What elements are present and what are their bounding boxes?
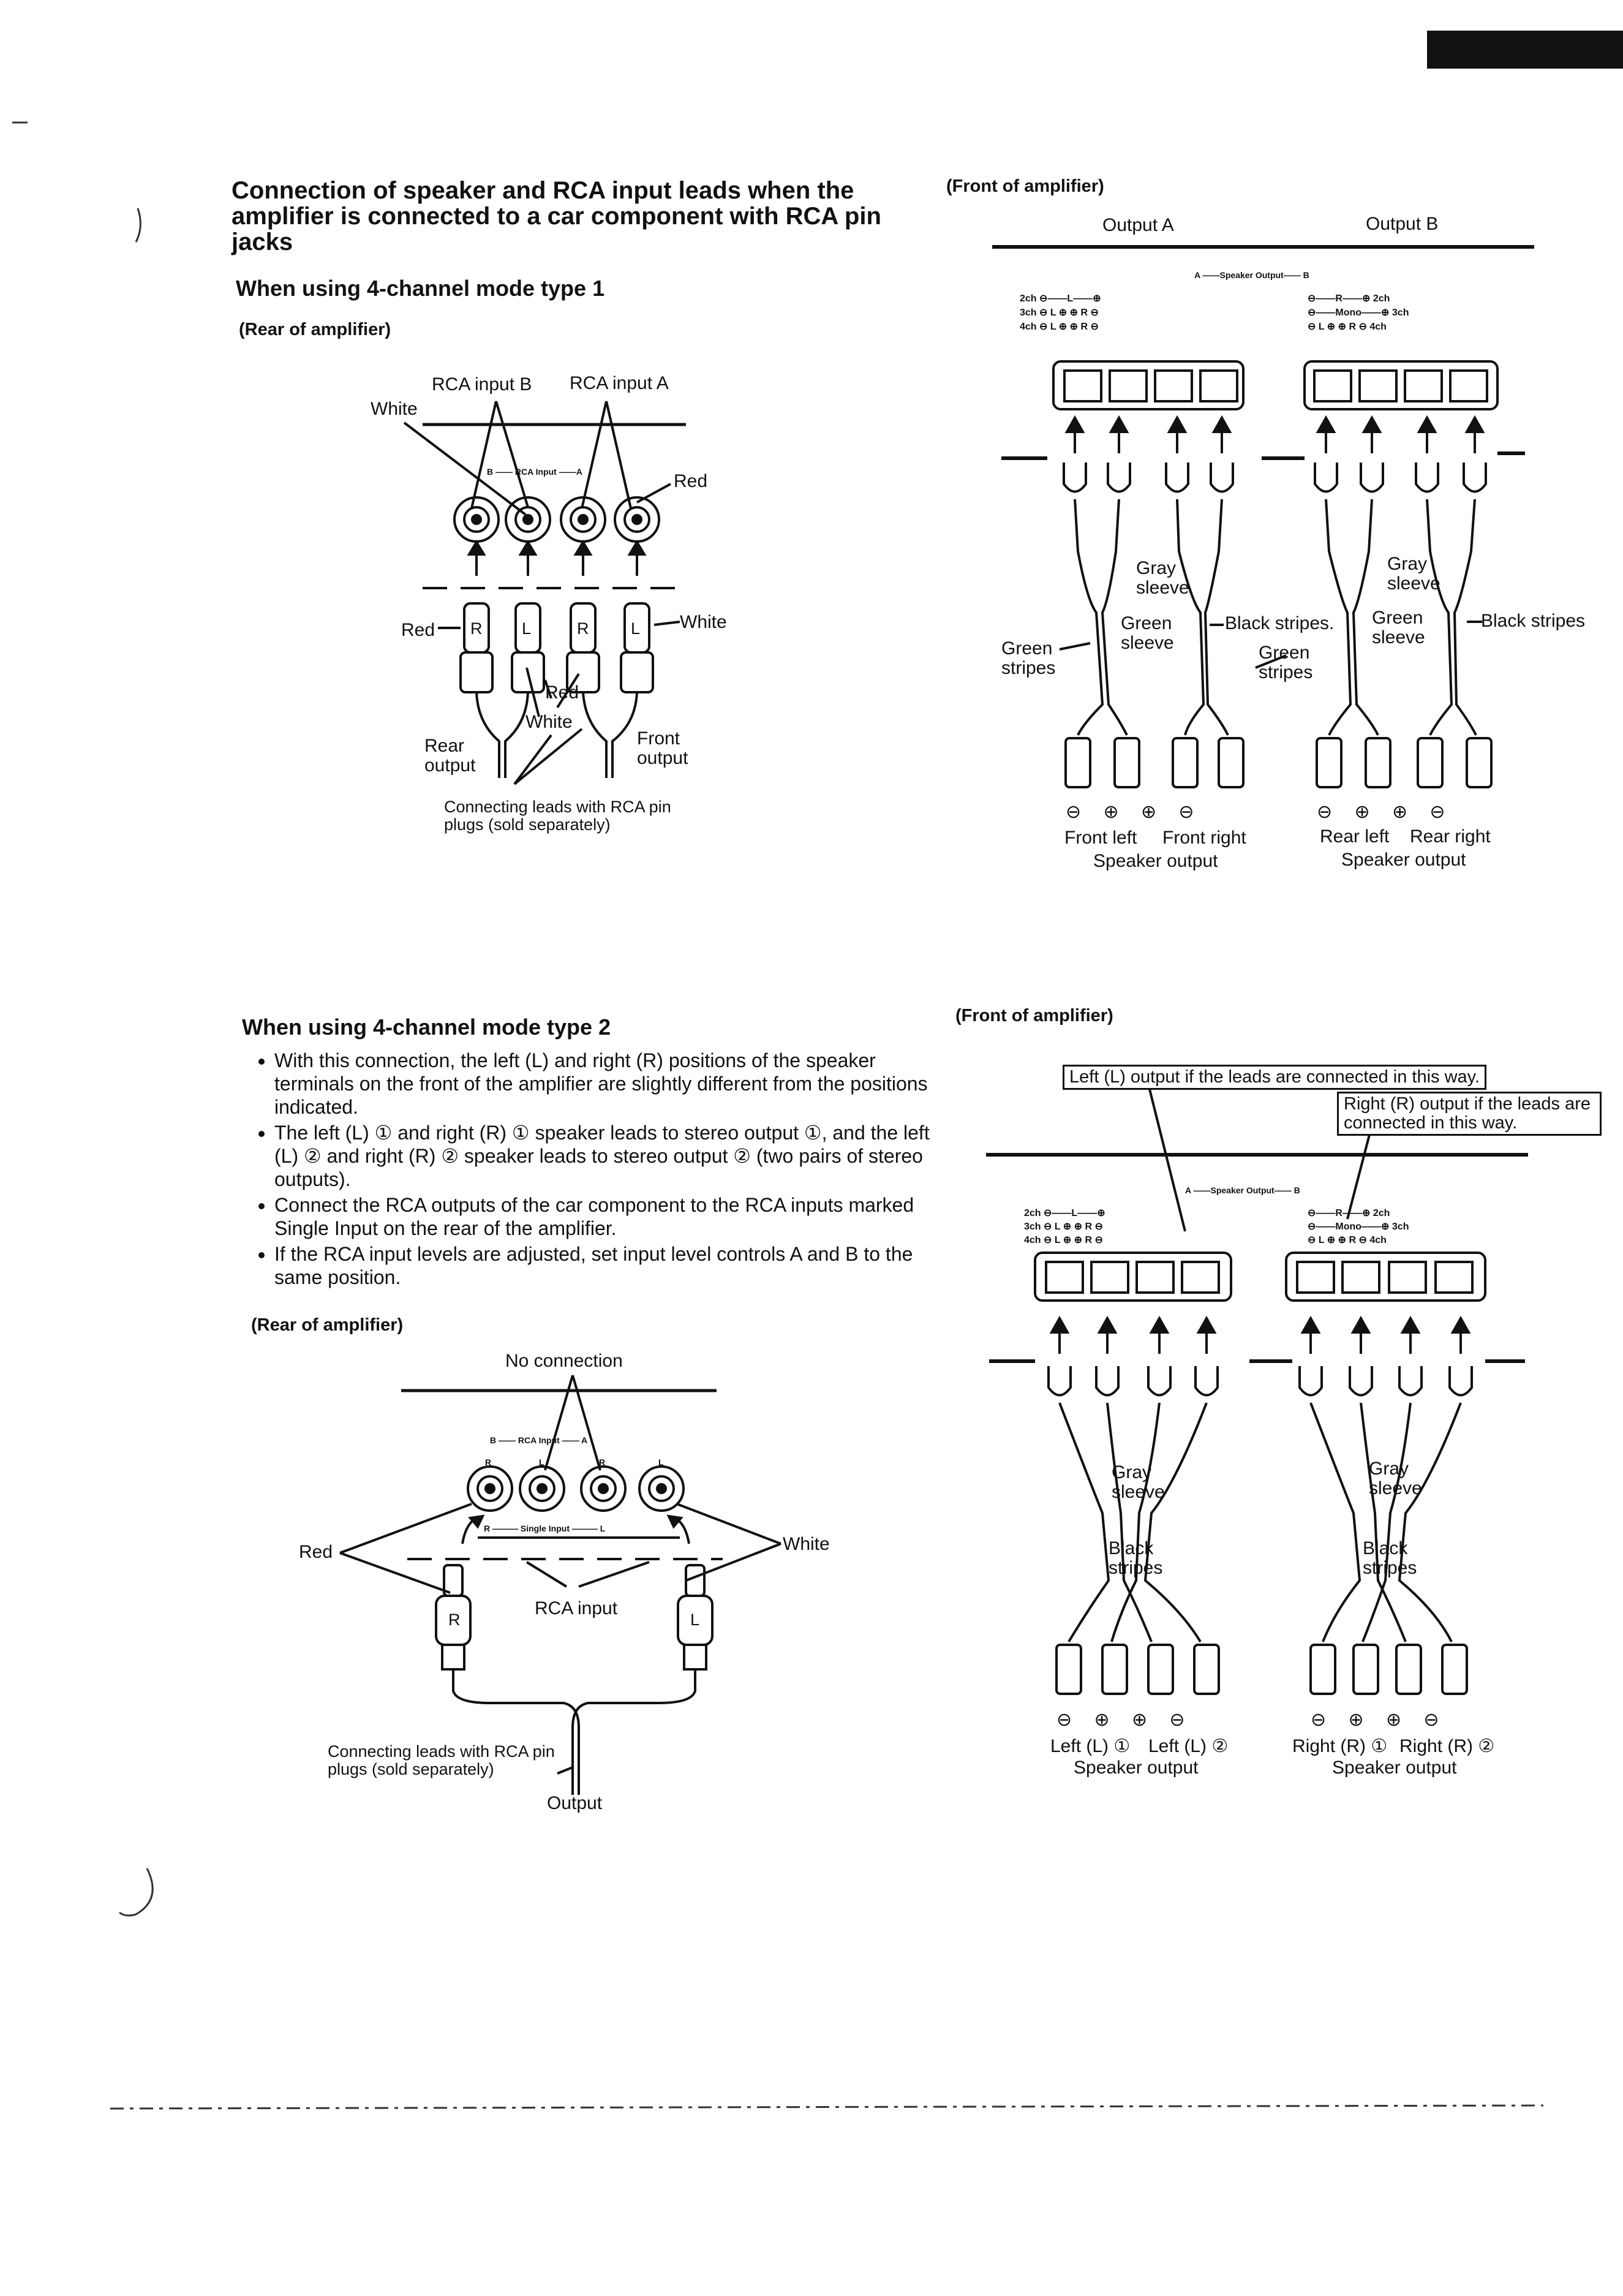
- section2-rear-label: (Rear of amplifier): [251, 1315, 404, 1335]
- red-top-label: Red: [674, 471, 708, 491]
- black-stripes-label: Black stripes: [1109, 1538, 1163, 1578]
- speaker-output-b-label: Speaker output: [1332, 1758, 1457, 1778]
- svg-text:4ch ⊖ L ⊕ ⊕ R ⊖: 4ch ⊖ L ⊕ ⊕ R ⊖: [1020, 322, 1099, 332]
- svg-text:L: L: [539, 1457, 544, 1467]
- connecting-leads-label: Connecting leads with RCA pin plugs (sold separately): [328, 1742, 555, 1778]
- black-stripes-b-label: Black stripes: [1481, 611, 1586, 631]
- polarity-left: ⊖ ⊕ ⊕ ⊖: [1066, 802, 1203, 822]
- left2-label: Left (L) ②: [1148, 1736, 1229, 1756]
- front-left-label: Front left: [1064, 828, 1137, 848]
- section1-front-label: (Front of amplifier): [946, 176, 1104, 196]
- gray-sleeve-label: Gray sleeve: [1112, 1462, 1165, 1502]
- no-connection-label: No connection: [505, 1351, 623, 1371]
- gray-sleeve-label: Gray sleeve: [1136, 558, 1189, 598]
- svg-text:R: R: [599, 1457, 606, 1467]
- black-stripes-b-label: Black stripes: [1363, 1538, 1417, 1578]
- svg-text:⊖ L ⊕ ⊕ R ⊖ 4ch: ⊖ L ⊕ ⊕ R ⊖ 4ch: [1308, 1235, 1387, 1245]
- red-mid-label: Red: [545, 682, 579, 703]
- polarity-left: ⊖ ⊕ ⊕ ⊖: [1056, 1710, 1194, 1730]
- red-label: Red: [299, 1542, 333, 1562]
- svg-text:B —— RCA Input —— A: B —— RCA Input —— A: [490, 1435, 588, 1445]
- rca-input-label: RCA input: [535, 1598, 618, 1618]
- white-mid-label: White: [525, 712, 573, 732]
- rca-input-b-label: RCA input B: [432, 374, 532, 395]
- white-right-label: White: [680, 612, 727, 632]
- section1-title: Connection of speaker and RCA input leads when the amplifier is connected to a car component with RCA pin jacks: [232, 177, 881, 255]
- section1-subtitle: When using 4-channel mode type 1: [236, 276, 605, 301]
- speaker-output-a-label: Speaker output: [1093, 851, 1218, 871]
- output-a-label: Output A: [1102, 215, 1174, 235]
- front-output-label: Front output: [637, 728, 688, 768]
- plug-letter: R: [577, 619, 589, 638]
- svg-text:⊖——R——⊕ 2ch: ⊖——R——⊕ 2ch: [1308, 1208, 1390, 1218]
- plug-letter: L: [690, 1611, 700, 1629]
- right-output-note: Right (R) output if the leads are connected in this way.: [1337, 1092, 1602, 1136]
- green-stripes-label: Green stripes: [1001, 638, 1056, 678]
- output-b-label: Output B: [1366, 214, 1439, 234]
- white-top-label: White: [371, 399, 418, 419]
- left1-label: Left (L) ①: [1050, 1736, 1131, 1756]
- rear-output-label: Rear output: [424, 736, 476, 776]
- svg-text:4ch ⊖ L ⊕ ⊕ R ⊖: 4ch ⊖ L ⊕ ⊕ R ⊖: [1024, 1235, 1103, 1245]
- gray-sleeve-b-label: Gray sleeve: [1369, 1459, 1422, 1498]
- section2-bullet-list: [250, 1049, 930, 1291]
- svg-text:A ——Speaker Output—— B: A ——Speaker Output—— B: [1194, 270, 1309, 280]
- svg-text:2ch ⊖——L——⊕: 2ch ⊖——L——⊕: [1020, 293, 1101, 304]
- svg-text:R ——— Single Input ——— L: R ——— Single Input ——— L: [484, 1524, 606, 1533]
- speaker-output-b-label: Speaker output: [1341, 850, 1466, 870]
- section2-subtitle: When using 4-channel mode type 2: [242, 1014, 611, 1040]
- svg-text:R: R: [485, 1457, 492, 1467]
- connecting-leads-label: Connecting leads with RCA pin plugs (sold separately): [444, 798, 671, 834]
- svg-text:3ch ⊖ L ⊕ ⊕ R ⊖: 3ch ⊖ L ⊕ ⊕ R ⊖: [1020, 308, 1099, 318]
- green-stripes-b-label: Green stripes: [1259, 643, 1313, 682]
- front-right-label: Front right: [1162, 828, 1246, 848]
- speaker-output-a-label: Speaker output: [1074, 1758, 1199, 1778]
- gray-sleeve-b-label: Gray sleeve: [1387, 554, 1440, 594]
- polarity-right: ⊖ ⊕ ⊕ ⊖: [1317, 802, 1454, 822]
- plug-letter: R: [470, 619, 483, 638]
- svg-text:B —— RCA Input ——A: B —— RCA Input ——A: [487, 467, 582, 477]
- bullet-item: • The left (L) ① and right (R) ① speaker leads to stereo output ①, and the left (L) ② and right (R) ② speaker leads to stereo output ② (two pairs of stereo outputs).: [274, 1121, 930, 1191]
- rear-right-label: Rear right: [1410, 826, 1491, 847]
- right1-label: Right (R) ①: [1292, 1736, 1388, 1756]
- plug-letter: R: [448, 1611, 461, 1629]
- bullet-item: • If the RCA input levels are adjusted, set input level controls A and B to the same position.: [274, 1242, 930, 1289]
- black-stripes-label: Black stripes.: [1225, 613, 1335, 633]
- plug-letter: L: [522, 619, 532, 638]
- bullet-item: • Connect the RCA outputs of the car component to the RCA inputs marked Single Input on the rear of the amplifier.: [274, 1193, 930, 1240]
- svg-text:⊖——Mono——⊕ 3ch: ⊖——Mono——⊕ 3ch: [1308, 1222, 1409, 1232]
- rca-input-a-label: RCA input A: [570, 373, 669, 393]
- rear-left-label: Rear left: [1320, 826, 1390, 847]
- bullet-item: • With this connection, the left (L) and right (R) positions of the speaker terminals on the front of the amplifier are slightly different from the positions indicated.: [274, 1049, 930, 1119]
- left-output-note: Left (L) output if the leads are connected in this way.: [1063, 1065, 1486, 1090]
- svg-text:⊖——Mono——⊕ 3ch: ⊖——Mono——⊕ 3ch: [1308, 308, 1409, 318]
- green-sleeve-label: Green sleeve: [1121, 613, 1174, 653]
- right2-label: Right (R) ②: [1399, 1736, 1495, 1756]
- svg-text:2ch ⊖——L——⊕: 2ch ⊖——L——⊕: [1024, 1208, 1105, 1218]
- section2-front-label: (Front of amplifier): [955, 1006, 1113, 1025]
- plug-letter: L: [631, 619, 641, 638]
- white-label: White: [783, 1534, 830, 1554]
- red-left-label: Red: [401, 620, 435, 640]
- polarity-right: ⊖ ⊕ ⊕ ⊖: [1311, 1710, 1448, 1730]
- svg-text:A ——Speaker Output—— B: A ——Speaker Output—— B: [1185, 1185, 1300, 1195]
- svg-text:⊖——R——⊕ 2ch: ⊖——R——⊕ 2ch: [1308, 293, 1390, 304]
- output-label: Output: [547, 1793, 603, 1813]
- svg-text:L: L: [658, 1457, 664, 1467]
- svg-text:⊖ L ⊕ ⊕ R ⊖ 4ch: ⊖ L ⊕ ⊕ R ⊖ 4ch: [1308, 322, 1387, 332]
- svg-text:3ch ⊖ L ⊕ ⊕ R ⊖: 3ch ⊖ L ⊕ ⊕ R ⊖: [1024, 1222, 1103, 1232]
- page-corner-tab: [1427, 31, 1623, 69]
- section1-rear-label: (Rear of amplifier): [239, 320, 391, 339]
- green-sleeve-b-label: Green sleeve: [1372, 608, 1425, 648]
